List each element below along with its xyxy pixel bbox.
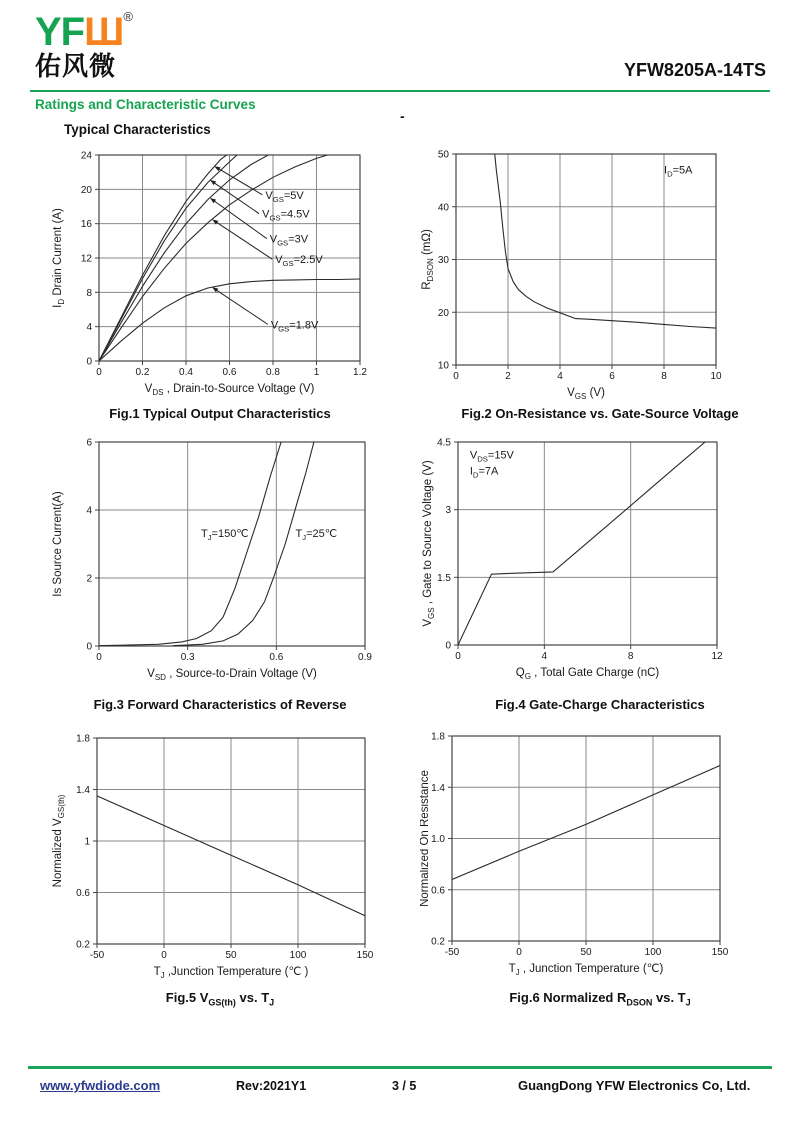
svg-text:1.0: 1.0 bbox=[431, 834, 445, 845]
svg-text:4: 4 bbox=[86, 322, 92, 334]
footer-divider bbox=[28, 1066, 772, 1069]
svg-text:1.8: 1.8 bbox=[76, 733, 90, 745]
svg-text:0.2: 0.2 bbox=[431, 936, 445, 948]
logo-w-glyph: Ш bbox=[84, 10, 124, 54]
svg-text:16: 16 bbox=[80, 219, 92, 231]
revision-label: Rev:2021Y1 bbox=[236, 1079, 307, 1093]
svg-text:ID Drain Current (A): $I_D$ Drain Current (A) bbox=[52, 208, 66, 308]
fig3-caption: Fig.3 Forward Characteristics of Reverse bbox=[93, 697, 347, 712]
logo-wordmark bbox=[35, 10, 132, 52]
fig1-caption: Fig.1 Typical Output Characteristics bbox=[109, 406, 331, 421]
svg-text:24: 24 bbox=[80, 150, 92, 162]
svg-text:1.5: 1.5 bbox=[437, 572, 451, 584]
svg-text:1.2: 1.2 bbox=[353, 367, 367, 378]
svg-text:1.8: 1.8 bbox=[431, 731, 445, 743]
fig5-caption: Fig.5 $V_{GS(th)}$ vs. $T_J$ bbox=[165, 990, 275, 1008]
svg-text:4: 4 bbox=[541, 651, 548, 662]
svg-text:10: 10 bbox=[710, 371, 722, 382]
svg-text:TJ , Junction Temperature (℃): $T_J$ , Junction Temperature (℃) bbox=[508, 963, 664, 977]
svg-text:RDSON (mΩ): $R_{DSON}$ (mΩ) bbox=[421, 229, 435, 290]
svg-text:VGS=1.8V: $V_{GS}=1.8V$ bbox=[270, 319, 319, 334]
svg-text:VGS=4.5V: $V_{GS}=4.5V$ bbox=[262, 208, 310, 223]
svg-text:Is Source Current(A): Is Source Current(A) bbox=[52, 491, 64, 597]
svg-text:0.2: 0.2 bbox=[135, 367, 150, 378]
logo-chinese-name: 佑风微 bbox=[35, 51, 117, 81]
svg-text:20: 20 bbox=[80, 184, 92, 196]
fig4-caption: Fig.4 Gate-Charge Characteristics bbox=[495, 697, 705, 712]
chart-vgsth-vs-tj bbox=[40, 720, 400, 992]
svg-text:0.8: 0.8 bbox=[266, 367, 280, 378]
svg-text:0.2: 0.2 bbox=[76, 939, 90, 951]
chart-output-characteristics bbox=[40, 140, 400, 405]
fig2-caption: Fig.2 On-Resistance vs. Gate-Source Voltage bbox=[461, 406, 739, 421]
chart-rdson-vs-tj bbox=[420, 720, 780, 992]
svg-text:0.6: 0.6 bbox=[431, 885, 445, 897]
svg-text:10: 10 bbox=[437, 360, 449, 372]
svg-text:12: 12 bbox=[80, 253, 92, 265]
svg-text:1: 1 bbox=[84, 836, 90, 848]
svg-text:QG , Total Gate Charge (nC): $Q_G$ , Total Gate Charge (nC) bbox=[515, 667, 660, 681]
svg-text:100: 100 bbox=[644, 947, 662, 958]
svg-text:150: 150 bbox=[711, 947, 729, 958]
svg-text:0: 0 bbox=[86, 641, 92, 653]
svg-text:150: 150 bbox=[356, 950, 374, 961]
svg-text:VGS=5V: $V_{GS}=5V$ bbox=[265, 189, 304, 204]
svg-text:TJ=150℃: $T_J=150℃$ bbox=[200, 528, 249, 543]
svg-text:0: 0 bbox=[455, 651, 461, 662]
svg-text:VSD , Source-to-Drain Voltage: $V_{SD}$ , Source-to-Drain Voltage (V) bbox=[147, 668, 317, 682]
svg-text:50: 50 bbox=[437, 149, 449, 161]
svg-text:4: 4 bbox=[557, 371, 563, 382]
svg-text:TJ=25℃: $T_J=25℃$ bbox=[295, 528, 338, 543]
svg-text:0.6: 0.6 bbox=[222, 367, 237, 378]
svg-text:20: 20 bbox=[437, 307, 449, 319]
svg-text:1: 1 bbox=[313, 367, 320, 378]
svg-text:0.6: 0.6 bbox=[269, 652, 284, 663]
svg-text:0: 0 bbox=[453, 371, 459, 382]
svg-text:TJ ,Junction Temperature (℃ ): $T_J$ ,Junction Temperature (℃ ) bbox=[153, 966, 309, 980]
svg-text:Normalized On Resistance: Normalized On Resistance bbox=[420, 770, 431, 907]
logo-yf-text: YF bbox=[35, 10, 85, 54]
svg-text:2: 2 bbox=[505, 371, 511, 382]
svg-text:0: 0 bbox=[96, 652, 102, 663]
svg-text:0: 0 bbox=[445, 640, 451, 652]
svg-text:-50: -50 bbox=[444, 947, 460, 958]
website-link[interactable]: www.yfwdiode.com bbox=[40, 1078, 161, 1093]
svg-text:VGS , Gate to Source Voltage (: $V_{GS}$ , Gate to Source Voltage (V) bbox=[422, 460, 436, 627]
svg-text:4.5: 4.5 bbox=[437, 437, 451, 449]
svg-text:40: 40 bbox=[437, 202, 449, 214]
svg-text:ID=7A: $I_D=7A$ bbox=[469, 465, 499, 480]
svg-text:8: 8 bbox=[86, 287, 92, 299]
svg-text:50: 50 bbox=[225, 950, 237, 961]
svg-text:ID=5A: $I_D=5A$ bbox=[664, 164, 693, 179]
chart-on-resistance bbox=[420, 140, 780, 405]
svg-text:50: 50 bbox=[580, 947, 592, 958]
logo bbox=[35, 10, 132, 79]
svg-text:0: 0 bbox=[516, 947, 522, 958]
svg-text:VGS (V): $V_{GS}$ (V) bbox=[567, 387, 605, 401]
svg-text:0: 0 bbox=[96, 367, 102, 378]
svg-text:3: 3 bbox=[445, 505, 451, 517]
svg-text:0.3: 0.3 bbox=[180, 652, 195, 663]
svg-text:4: 4 bbox=[86, 505, 92, 517]
svg-text:6: 6 bbox=[86, 437, 92, 449]
svg-text:0.6: 0.6 bbox=[76, 888, 90, 899]
svg-text:8: 8 bbox=[661, 371, 667, 382]
part-number: YFW8205A-14TS bbox=[623, 60, 766, 80]
chart-forward-characteristics bbox=[40, 430, 400, 695]
svg-text:6: 6 bbox=[609, 371, 615, 382]
header-divider bbox=[30, 90, 770, 92]
svg-text:2: 2 bbox=[86, 573, 92, 585]
svg-text:1.4: 1.4 bbox=[76, 785, 90, 796]
svg-text:VDS=15V: $V_{DS}=15V$ bbox=[469, 449, 514, 464]
svg-text:8: 8 bbox=[627, 651, 634, 662]
page-number: 3 / 5 bbox=[392, 1079, 417, 1093]
svg-text:VGS=2.5V: $V_{GS}=2.5V$ bbox=[275, 254, 323, 269]
svg-text:100: 100 bbox=[289, 950, 307, 961]
chart-gate-charge bbox=[420, 430, 780, 695]
svg-text:0: 0 bbox=[86, 356, 92, 368]
center-dash: - bbox=[400, 108, 405, 124]
fig6-caption: Fig.6 Normalized $R_{DSON}$ vs. $T_J$ bbox=[509, 990, 691, 1008]
registered-mark-icon: ® bbox=[123, 9, 132, 24]
svg-text:0: 0 bbox=[161, 950, 167, 961]
svg-text:0.9: 0.9 bbox=[358, 652, 372, 663]
company-name: GuangDong YFW Electronics Co, Ltd. bbox=[518, 1078, 751, 1093]
page-subtitle: Typical Characteristics bbox=[64, 122, 211, 137]
svg-text:30: 30 bbox=[437, 255, 449, 266]
svg-text:VDS , Drain-to-Source Voltage: $V_{DS}$ , Drain-to-Source Voltage (V) bbox=[144, 383, 315, 397]
svg-text:0.4: 0.4 bbox=[179, 367, 193, 378]
section-title: Ratings and Characteristic Curves bbox=[35, 97, 256, 112]
svg-text:12: 12 bbox=[711, 651, 723, 662]
svg-text:-50: -50 bbox=[89, 950, 105, 961]
svg-text:VGS=3V: $V_{GS}=3V$ bbox=[269, 233, 309, 248]
svg-text:1.4: 1.4 bbox=[431, 782, 445, 794]
svg-text:Normalized VGS(th): Normalized $V_{GS(th)}$ bbox=[52, 794, 66, 888]
